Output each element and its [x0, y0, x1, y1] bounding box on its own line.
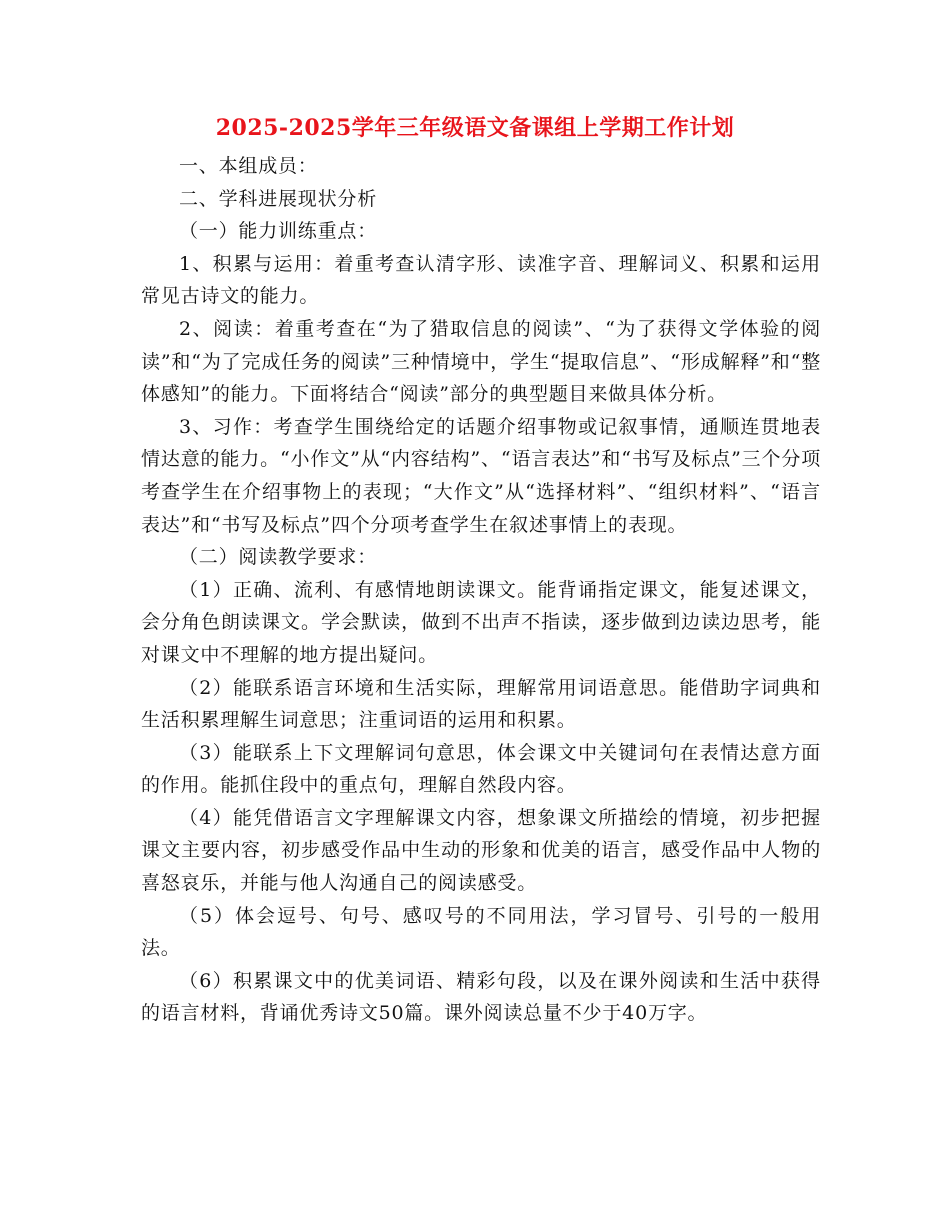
- paragraph-writing: 3、习作：考查学生围绕给定的话题介绍事物或记叙事情，通顺连贯地表情达意的能力。“小作文”从“内容结构”、“语言表达”和“书写及标点”三个分项考查学生在介绍事物上的表现；“大作文”从“选择材料”、“组织材料”、“语言表达”和“书写及标点”四个分项考查学生在叙述事情上的表现。: [141, 415, 821, 536]
- document-body: [141, 150, 821, 1030]
- document-title: 2025-2025学年三年级语文备课组上学期工作计划: [215, 115, 735, 141]
- paragraph-requirement-4: （4）能凭借语言文字理解课文内容，想象课文所描绘的情境，初步把握课文主要内容，初步感受作品中生动的形象和优美的语言，感受作品中人物的喜怒哀乐，并能与他人沟通自己的阅读感受。: [141, 806, 821, 895]
- paragraph-requirement-3: （3）能联系上下文理解词句意思，体会课文中关键词句在表情达意方面的作用。能抓住段中的重点句，理解自然段内容。: [141, 741, 821, 797]
- paragraph-reading: 2、阅读：着重考查在“为了猎取信息的阅读”、“为了获得文学体验的阅读”和“为了完成任务的阅读”三种情境中，学生“提取信息”、“形成解释”和“整体感知”的能力。下面将结合“阅读”部分的典型题目来做具体分析。: [141, 317, 821, 406]
- paragraph-members: 一、本组成员：: [179, 155, 318, 177]
- paragraph-requirement-6: （6）积累课文中的优美词语、精彩句段，以及在课外阅读和生活中获得的语言材料，背诵优秀诗文50篇。课外阅读总量不少于40万字。: [141, 969, 821, 1025]
- paragraph-requirement-2: （2）能联系语言环境和生活实际，理解常用词语意思。能借助字词典和生活积累理解生词意思；注重词语的运用和积累。: [141, 676, 821, 732]
- paragraph-reading-requirements: （二）阅读教学要求：: [179, 546, 378, 569]
- paragraph-accumulation: 1、积累与运用：着重考查认清字形、读准字音、理解词义、积累和运用常见古诗文的能力。: [141, 252, 821, 308]
- paragraph-status-analysis: 二、学科进展现状分析: [179, 187, 378, 210]
- paragraph-training-focus: （一）能力训练重点：: [179, 220, 378, 243]
- paragraph-requirement-1: （1）正确、流利、有感情地朗读课文。能背诵指定课文，能复述课文，会分角色朗读课文。学会默读，做到不出声不指读，逐步做到边读边思考，能对课文中不理解的地方提出疑问。: [141, 578, 821, 666]
- paragraph-requirement-5: （5）体会逗号、句号、感叹号的不同用法，学习冒号、引号的一般用法。: [141, 904, 821, 960]
